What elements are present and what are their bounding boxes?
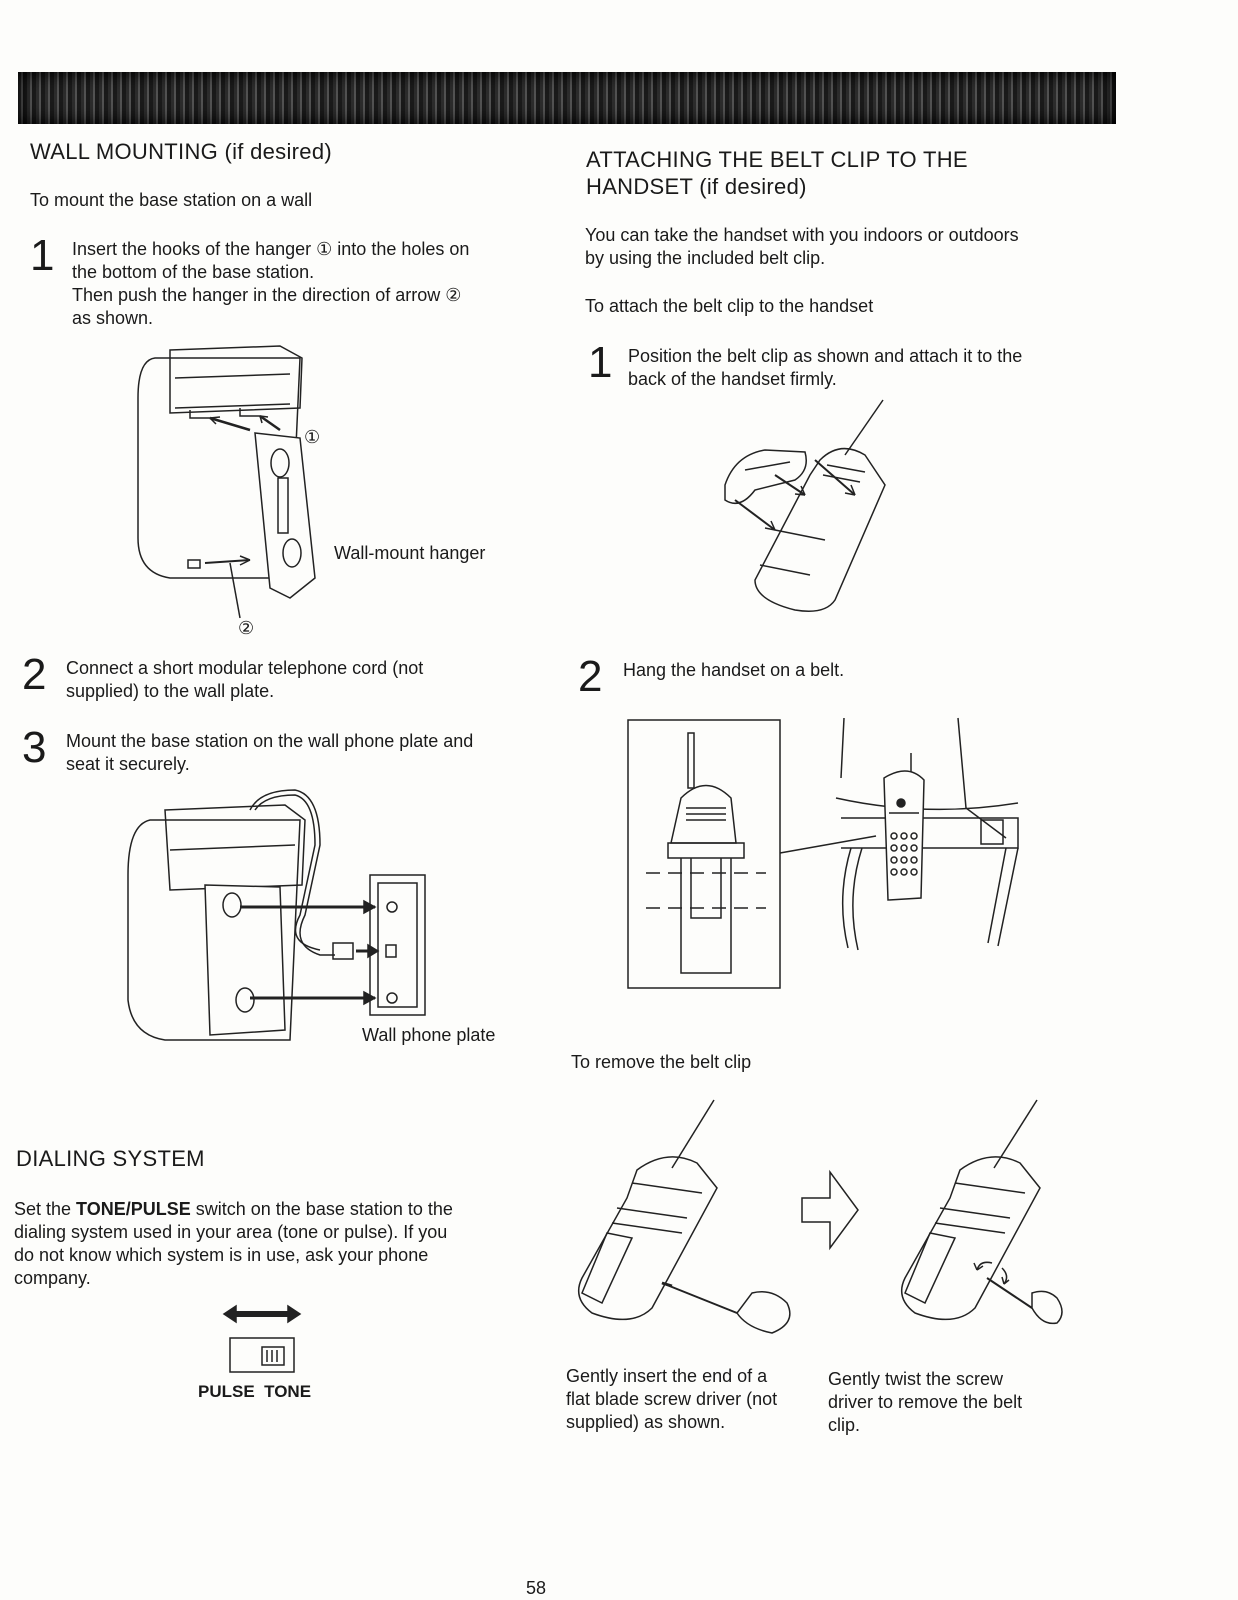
dialing-line1 [14, 1198, 453, 1221]
wall-step3-line1: Mount the base station on the wall phone plate and [66, 731, 474, 751]
remove-belt-clip-subtitle: To remove the belt clip [571, 1052, 752, 1072]
callout-1: ① [304, 427, 321, 447]
hanger-label: Wall-mount hanger [334, 543, 486, 563]
page-number: 58 [526, 1578, 547, 1598]
handset-on-belt-illustration [626, 718, 1026, 993]
wall-step1-line1: Insert the hooks of the hanger ① into the holes on [72, 239, 470, 259]
wall-step1-line4: as shown. [72, 308, 154, 328]
belt-intro-line1: You can take the handset with you indoors or outdoors [585, 225, 1019, 245]
wall-step1-line2: the bottom of the base station. [72, 262, 315, 282]
belt-clip-title-line1: ATTACHING THE BELT CLIP TO THE [586, 147, 968, 172]
belt-clip-title-line2: HANDSET (if desired) [586, 174, 807, 199]
belt-intro-line2: by using the included belt clip. [585, 248, 826, 268]
remove-step-left-caption [566, 1365, 777, 1434]
belt-clip-attach-illustration [715, 400, 895, 615]
dialing-line1-post: switch on the base station to the [190, 1199, 453, 1219]
wall-step3-number: 3 [22, 723, 47, 772]
wall-step3-line2: seat it securely. [66, 754, 190, 774]
belt-step2-text: Hang the handset on a belt. [623, 660, 845, 680]
dialing-line1-pre: Set the [14, 1199, 77, 1219]
wall-step2-line1: Connect a short modular telephone cord (not [66, 658, 424, 678]
belt-attach-subtitle: To attach the belt clip to the handset [585, 296, 874, 316]
tone-pulse-switch-illustration [222, 1300, 302, 1380]
wall-step2-text [66, 657, 423, 703]
belt-step1-line2: back of the handset firmly. [628, 369, 837, 389]
dialing-line3: do not know which system is in use, ask your phone [14, 1245, 429, 1265]
wall-step2-line2: supplied) to the wall plate. [66, 681, 275, 701]
wall-step2-number: 2 [22, 650, 47, 699]
belt-clip-title [586, 146, 968, 200]
belt-step1-line1: Position the belt clip as shown and attach it to the [628, 346, 1023, 366]
hanger-illustration [130, 338, 330, 618]
remove-right-line3: clip. [828, 1415, 861, 1435]
tone-pulse-label: TONE/PULSE [76, 1199, 191, 1219]
belt-clip-intro [585, 224, 1019, 270]
wall-step3-text [66, 730, 473, 776]
remove-step-right-caption [828, 1368, 1022, 1437]
header-banner [18, 72, 1116, 124]
remove-left-line1: Gently insert the end of a [566, 1366, 768, 1386]
belt-step1-text [628, 345, 1022, 391]
wall-step1-line3: Then push the hanger in the direction of arrow ② [72, 285, 462, 305]
wall-mounting-title: WALL MOUNTING (if desired) [30, 139, 332, 164]
twist-screwdriver-illustration [892, 1098, 1072, 1333]
remove-left-line2: flat blade screw driver (not [566, 1389, 778, 1409]
dialing-system-title: DIALING SYSTEM [16, 1146, 205, 1171]
wall-plate-illustration [120, 795, 430, 1045]
remove-left-line3: supplied) as shown. [566, 1412, 726, 1432]
belt-step1-number: 1 [588, 338, 613, 387]
wall-plate-label: Wall phone plate [362, 1025, 496, 1045]
switch-label: PULSE TONE [198, 1382, 312, 1401]
dialing-line2: dialing system used in your area (tone or pulse). If you [14, 1222, 448, 1242]
wall-step1-text [72, 238, 469, 330]
remove-right-line2: driver to remove the belt [828, 1392, 1023, 1412]
remove-right-line1: Gently twist the screw [828, 1369, 1004, 1389]
dialing-line4: company. [14, 1268, 91, 1288]
callout-2: ② [238, 618, 255, 638]
wall-mounting-subtitle: To mount the base station on a wall [30, 190, 313, 210]
insert-screwdriver-illustration [572, 1098, 802, 1333]
wall-step1-number: 1 [30, 231, 55, 280]
dialing-system-text [14, 1198, 453, 1290]
belt-step2-number: 2 [578, 652, 603, 701]
arrow-right-icon [800, 1170, 860, 1250]
